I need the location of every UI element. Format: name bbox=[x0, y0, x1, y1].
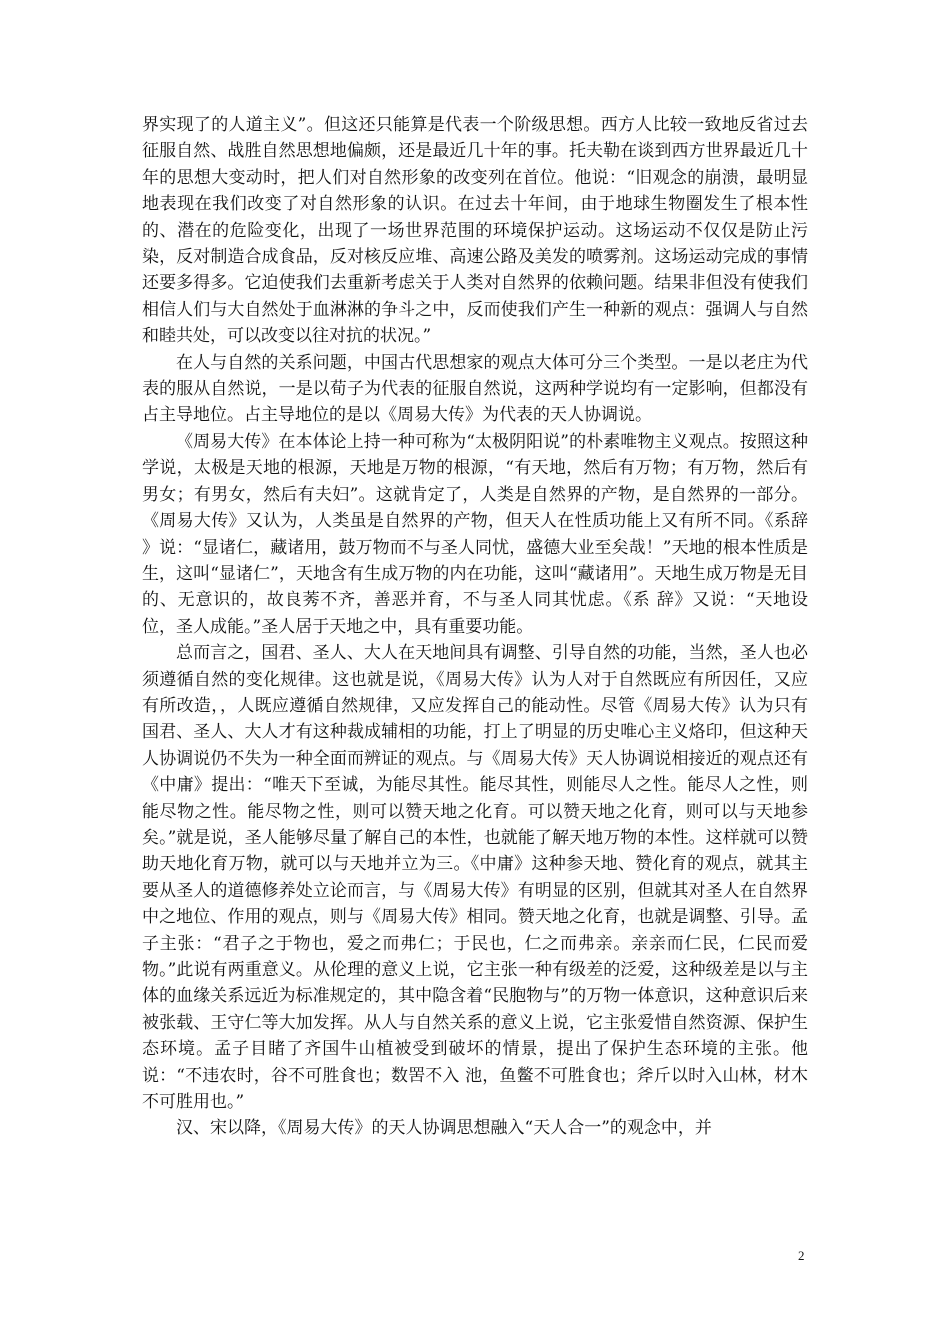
page-number: 2 bbox=[798, 1248, 805, 1263]
paragraph-4: 总而言之，国君、圣人、大人在天地间具有调整、引导自然的功能，当然，圣人也必须遵循自然的变化规律。这也就是说，《周易大传》认为人对于自然既应有所因任，又应有所改造，，人既应遵循自然规律，又应发挥自己的能动性。尽管《周易大传》认为只有国君、圣人、大人才有这种裁成辅相的功能，打上了明显的历史唯心主义烙印，但这种天人协调说仍不失为一种全面而辨证的观点。与《周易大传》天人协调说相接近的观点还有《中庸》提出：“唯天下至诚，为能尽其性。能尽其性，则能尽人之性。能尽人之性，则能尽物之性。能尽物之性，则可以赞天地之化育。可以赞天地之化育，则可以与天地参矣。”就是说，圣人能够尽量了解自己的本性，也就能了解天地万物的本性。这样就可以赞助天地化育万物，就可以与天地并立为三。《中庸》这种参天地、赞化育的观点，就其主要从圣人的道德修养处立论而言，与《周易大传》有明显的区别，但就其对圣人在自然界中之地位、作用的观点，则与《周易大传》相同。赞天地之化育，也就是调整、引导。孟子主张：“君子之于物也，爱之而弗仁；于民也，仁之而弗亲。亲亲而仁民，仁民而爱物。”此说有两重意义。从伦理的意义上说，它主张一种有级差的泛爱，这种级差是以与主体的血缘关系远近为标准规定的，其中隐含着“民胞物与”的万物一体意识，这种意识后来被张载、王守仁等大加发挥。从人与自然关系的意义上说，它主张爱惜自然资源、保护生态环境。孟子目睹了齐国牛山植被受到破坏的情景，提出了保护生态环境的主张。他说：“不违农时，谷不可胜食也；数罟不入 池，鱼鳖不可胜食也；斧斤以时入山林，材木不可胜用也。” bbox=[142, 643, 808, 1113]
paragraph-5: 汉、宋以降，《周易大传》的天人协调思想融入“天人合一”的观念中，并 bbox=[176, 1118, 712, 1139]
paragraph-2: 在人与自然的关系问题，中国古代思想家的观点大体可分三个类型。一是以老庄为代表的服从自然说，一是以荀子为代表的征服自然说，这两种学说均有一定影响，但都没有占主导地位。占主导地位的是以《周易大传》为代表的天人协调说。 bbox=[142, 352, 808, 426]
paragraph-1: 界实现了的人道主义”。但这还只能算是代表一个阶级思想。西方人比较一致地反省过去征服自然、战胜自然思想地偏颇，还是最近几十年的事。托夫勒在谈到西方世界最近几十年的思想大变动时，把人们对自然形象的改变列在首位。他说：“旧观念的崩溃，最明显地表现在我们改变了对自然形象的认识。在过去十年间，由于地球生物圈发生了根本性的、潜在的危险变化，出现了一场世界范围的环境保护运动。这场运动不仅仅是防止污染，反对制造合成食品，反对核反应堆、高速公路及美发的喷雾剂。这场运动完成的事情还要多得多。它迫使我们去重新考虑关于人类对自然界的依赖问题。结果非但没有使我们相信人们与大自然处于血淋淋的争斗之中，反而使我们产生一种新的观点：强调人与自然和睦共处，可以改变以往对抗的状况。” bbox=[142, 115, 808, 347]
document-body bbox=[142, 112, 808, 1142]
paragraph-3: 《周易大传》在本体论上持一种可称为“太极阴阳说”的朴素唯物主义观点。按照这种学说，太极是天地的根源，天地是万物的根源，“有天地，然后有万物；有万物，然后有男女；有男女，然后有夫妇”。这就肯定了，人类是自然界的产物，是自然界的一部分。《周易大传》又认为，人类虽是自然界的产物，但天人在性质功能上又有所不同。《系辞 》说：“显诸仁，藏诸用，鼓万物而不与圣人同忧，盛德大业至矣哉！”天地的根本性质是生，这叫“显诸仁”，天地含有生成万物的内在功能，这叫“藏诸用”。天地生成万物是无目的、无意识的，故良莠不齐，善恶并育，不与圣人同其忧虑。《系 辞》又说：“天地设位，圣人成能。”圣人居于天地之中，具有重要功能。 bbox=[142, 431, 808, 637]
